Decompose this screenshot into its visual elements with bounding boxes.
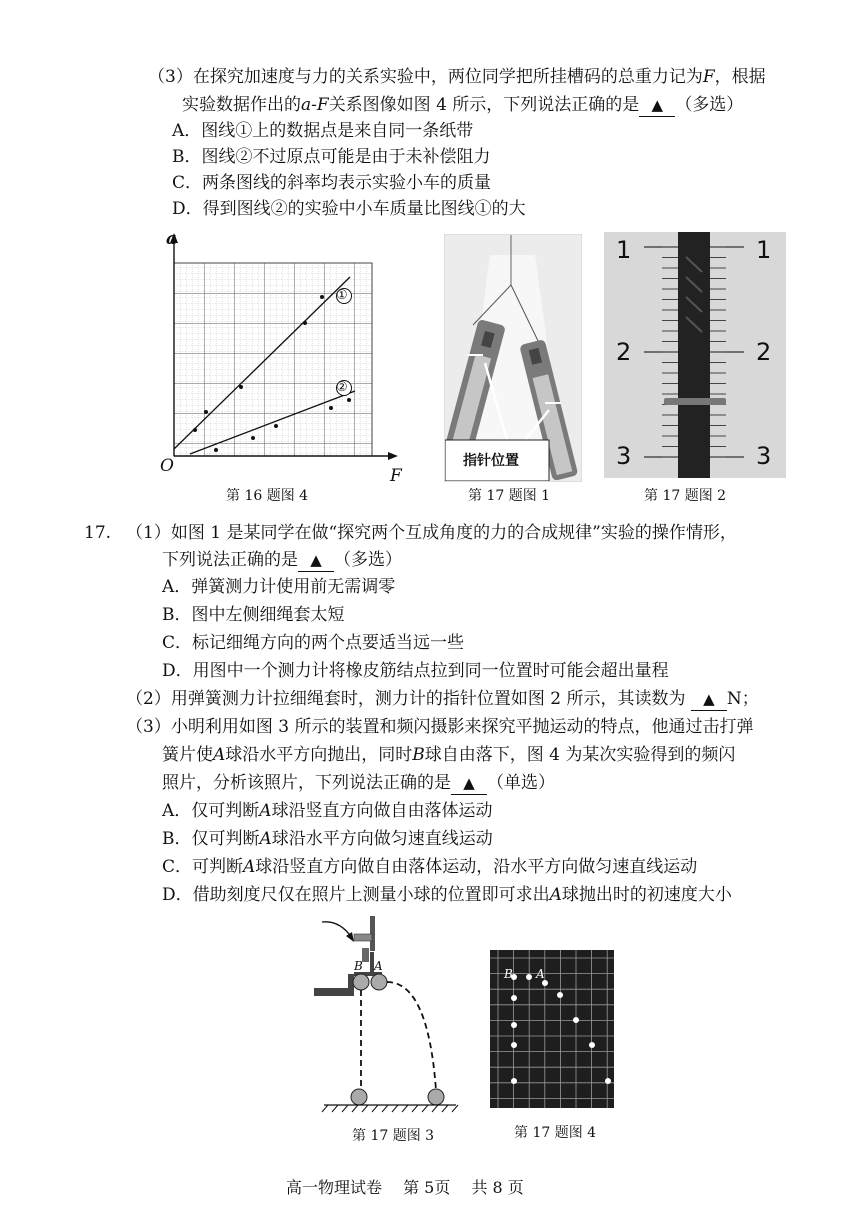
q17-3-line3-text: 照片，分析该照片，下列说法正确的是 (162, 773, 451, 793)
q16-stem2-text: 实验数据作出的 (182, 95, 301, 115)
axis-label-f: F (390, 466, 402, 486)
q17-3-option-b (162, 828, 493, 850)
scale-tick-2-right: 2 (756, 338, 772, 366)
var-af: a-F (301, 95, 329, 115)
q16-option-b: B．图线②不过原点可能是由于未补偿阻力 (172, 147, 491, 167)
ball-a-var: A (213, 745, 226, 765)
option-text: B．仅可判断 (162, 829, 260, 849)
q17-1-line2-text: 下列说法正确的是 (162, 550, 298, 570)
option-text: 球抛出时的初速度大小 (561, 885, 732, 905)
line-1-label: ① (336, 288, 348, 303)
q17-1-option-b: B．图中左侧细绳套太短 (162, 605, 345, 625)
answer-blank[interactable] (451, 772, 487, 795)
var-f: F (702, 67, 715, 87)
q16-option-a: A．图线①上的数据点是来自同一条纸带 (172, 121, 474, 141)
fig17-2-caption: 第 17 题图 2 (644, 488, 727, 504)
q16-option-d: D．得到图线②的实验中小车质量比图线①的大 (172, 199, 526, 219)
q17-3-line2-text-c: 球自由落下，图 4 为某次实验得到的频闪 (424, 745, 736, 765)
a-f-graph (150, 225, 410, 485)
q16-option-c: C．两条图线的斜率均表示实验小车的质量 (172, 173, 492, 193)
ball-b-label: B (354, 959, 363, 973)
q17-3-line2 (162, 744, 735, 766)
pointer-position-label: 指针位置 (463, 453, 519, 469)
ball-a-label: A (374, 959, 383, 973)
scale-tick-3-right: 3 (756, 442, 772, 470)
q17-3-option-d (162, 884, 732, 906)
q17-3-note: （单选） (487, 773, 555, 793)
q16-stem-text: （3）在探究加速度与力的关系实验中，两位同学把所挂槽码的总重力记为 (148, 67, 703, 87)
ball-b-var: B (412, 745, 425, 765)
q17-1-option-c: C．标记细绳方向的两个点要适当远一些 (162, 633, 465, 653)
fig16-4-caption: 第 16 题图 4 (226, 488, 309, 504)
fig17-3-caption: 第 17 题图 3 (352, 1128, 435, 1144)
projectile-apparatus (310, 912, 470, 1117)
q17-2-unit: N； (726, 689, 759, 709)
answer-blank[interactable] (298, 549, 334, 572)
q17-2-text: （2）用弹簧测力计拉细绳套时，测力计的指针位置如图 2 所示，其读数为 (126, 689, 686, 709)
q17-1-option-a: A．弹簧测力计使用前无需调零 (162, 577, 396, 597)
ball-a-var: A (259, 801, 272, 821)
option-text: 球沿竖直方向做自由落体运动，沿水平方向做匀速直线运动 (255, 857, 698, 877)
scale-reading-photo (604, 232, 786, 478)
answer-mark: ▲ (651, 96, 664, 114)
answer-blank[interactable] (691, 688, 727, 711)
option-text: D．借助刻度尺仅在照片上测量小球的位置即可求出 (162, 885, 550, 905)
q17-2-line (126, 688, 759, 711)
q16-stem-line2 (182, 94, 743, 117)
answer-mark: ▲ (310, 551, 322, 569)
scale-tick-3-left: 3 (616, 442, 632, 470)
option-text: C．可判断 (162, 857, 244, 877)
q17-3-option-c (162, 856, 697, 878)
scale-tick-1-left: 1 (616, 236, 632, 264)
line-2-label: ② (336, 380, 348, 395)
page-footer: 高一物理试卷 第 5页 共 8 页 (286, 1178, 524, 1197)
option-text: 球沿水平方向做匀速直线运动 (271, 829, 493, 849)
q17-1-line1: （1）如图 1 是某同学在做“探究两个互成角度的力的合成规律”实验的操作情形， (126, 523, 737, 543)
q17-3-option-a (162, 800, 493, 822)
fig17-4-caption: 第 17 题图 4 (514, 1125, 597, 1141)
answer-mark: ▲ (463, 774, 475, 792)
strobe-ball-a-label: A (536, 967, 545, 981)
answer-blank[interactable] (639, 94, 675, 117)
q17-3-line2-text-b: 球沿水平方向抛出，同时 (225, 745, 413, 765)
strobe-ball-b-label: B (504, 967, 513, 981)
fig17-1-caption: 第 17 题图 1 (468, 488, 551, 504)
origin-label: O (160, 456, 174, 476)
scale-tick-1-right: 1 (756, 236, 772, 264)
q16-stem-end: ，根据 (714, 67, 766, 87)
q17-3-line1: （3）小明利用如图 3 所示的装置和频闪摄影来探究平抛运动的特点，他通过击打弹 (126, 717, 754, 737)
ball-a-var: A (549, 885, 562, 905)
scale-tick-2-left: 2 (616, 338, 632, 366)
answer-mark: ▲ (703, 690, 715, 708)
q16-stem-line1 (148, 66, 766, 88)
q16-stem2-text-b: 关系图像如图 4 所示，下列说法正确的是 (328, 95, 640, 115)
q17-3-line2-text: 簧片使 (162, 745, 213, 765)
q17-1-note: （多选） (334, 550, 402, 570)
q16-note: （多选） (675, 95, 744, 115)
q17-number: 17. (84, 523, 112, 543)
q17-3-line3 (162, 772, 555, 795)
ball-a-var: A (259, 829, 272, 849)
ball-a-var: A (243, 857, 256, 877)
option-text: 球沿竖直方向做自由落体运动 (271, 801, 493, 821)
option-text: A．仅可判断 (162, 801, 260, 821)
q17-1-line2 (162, 549, 402, 572)
spring-scale-photo (444, 234, 582, 482)
axis-label-a: a (166, 229, 178, 249)
q17-1-option-d: D．用图中一个测力计将橡皮筋结点拉到同一位置时可能会超出量程 (162, 661, 669, 681)
